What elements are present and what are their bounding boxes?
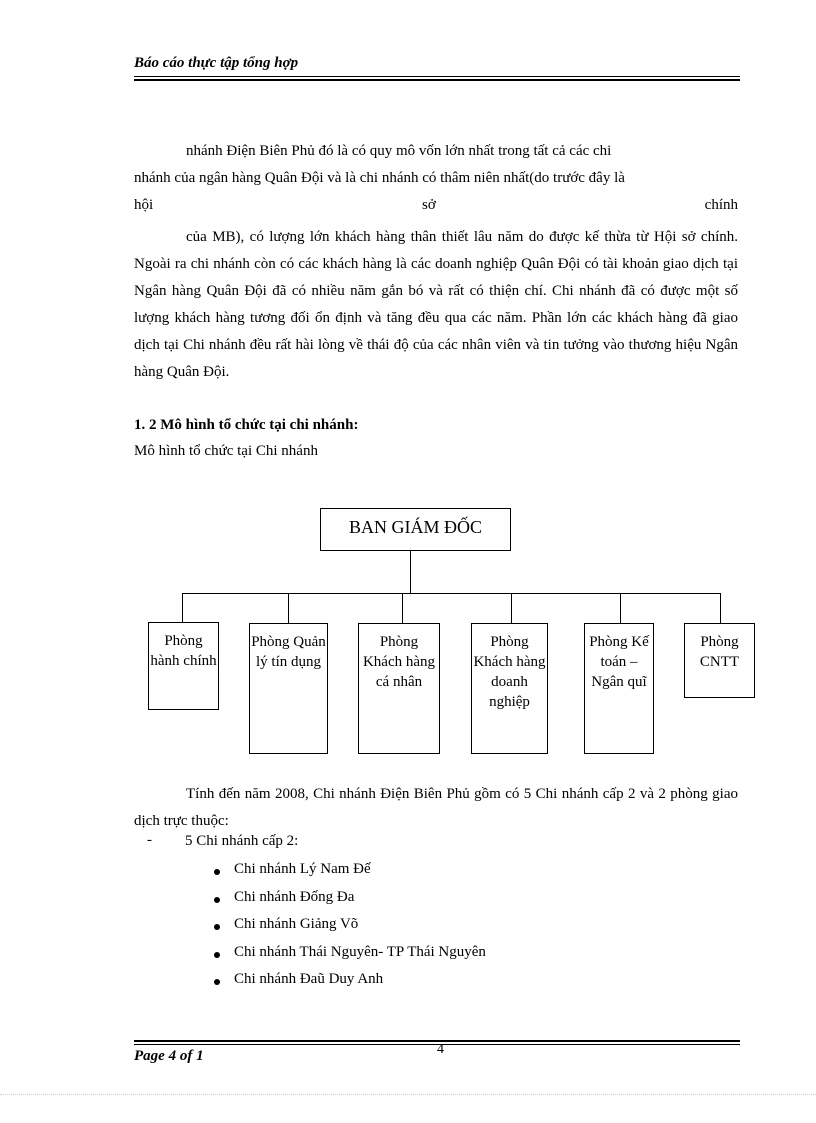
bullet-icon [214, 897, 220, 903]
org-connector-drop [511, 593, 512, 623]
page-bottom-divider [0, 1094, 816, 1095]
bullet-icon [214, 924, 220, 930]
paragraph-2: của MB), có lượng lớn khách hàng thân thiết lâu năm do được kế thừa từ Hội sở chính. Ngoài ra chi nhánh còn có các khách hàng là các doanh nghiệp Quân Đội có tài khoản giao dịch tại Ngân hàng Quân Đội đã có nhiều năm gắn bó và rất có thiện chí. Chi nhánh đã có được một số lượng khách hàng tương đối ổn định và tăng đều qua các năm. Phần lớn các khách hàng đã giao dịch tại Chi nhánh đều rất hài lòng về thái độ của các nhân viên và tin tưởng vào thương hiệu Ngân hàng Quân Đội. [134, 229, 738, 380]
org-box-board: BAN GIÁM ĐỐC [320, 508, 511, 551]
org-box-department: Phòng Quản lý tín dụng [249, 623, 328, 754]
org-connector-drop [720, 593, 721, 623]
paragraph-1-line-1: nhánh Điện Biên Phủ đó là có quy mô vốn lớn nhất trong tất cả các chi [186, 143, 612, 159]
org-connector-bar [182, 593, 720, 594]
dash-marker: - [147, 832, 152, 848]
org-connector-drop [288, 593, 289, 623]
header-rule-thick [134, 79, 740, 81]
org-connector-drop [620, 593, 621, 623]
bullet-icon [214, 869, 220, 875]
org-connector-drop [402, 593, 403, 623]
paragraph-1 [134, 138, 738, 219]
org-box-department: Phòng Khách hàng doanh nghiệp [471, 623, 548, 754]
header-title: Báo cáo thực tập tổng hợp [134, 55, 299, 71]
org-box-department: Phòng CNTT [684, 623, 755, 698]
org-connector-trunk [410, 551, 411, 593]
branches-intro: Tính đến năm 2008, Chi nhánh Điện Biên Phủ gồm có 5 Chi nhánh cấp 2 và 2 phòng giao dịch trực thuộc: [134, 786, 738, 829]
paragraph-1-line-2: nhánh của ngân hàng Quân Đội và là chi nhánh có thâm niên nhất(do trước đây là [134, 170, 625, 186]
org-box-department: Phòng Kế toán – Ngân quĩ [584, 623, 654, 754]
section-heading: 1. 2 Mô hình tổ chức tại chi nhánh: [134, 417, 359, 433]
bullet-icon [214, 979, 220, 985]
org-connector-drop [182, 593, 183, 622]
dash-item: 5 Chi nhánh cấp 2: [185, 833, 299, 849]
header-rule-thin [134, 76, 740, 77]
section-subtitle: Mô hình tổ chức tại Chi nhánh [134, 443, 318, 459]
bullet-icon [214, 952, 220, 958]
org-box-department: Phòng Khách hàng cá nhân [358, 623, 440, 754]
paragraph-1-line-3: hội sở chính [134, 197, 738, 213]
footer-page-label: Page 4 of 1 [134, 1048, 204, 1064]
page-number: 4 [437, 1042, 444, 1057]
org-box-department: Phòng hành chính [148, 622, 219, 710]
